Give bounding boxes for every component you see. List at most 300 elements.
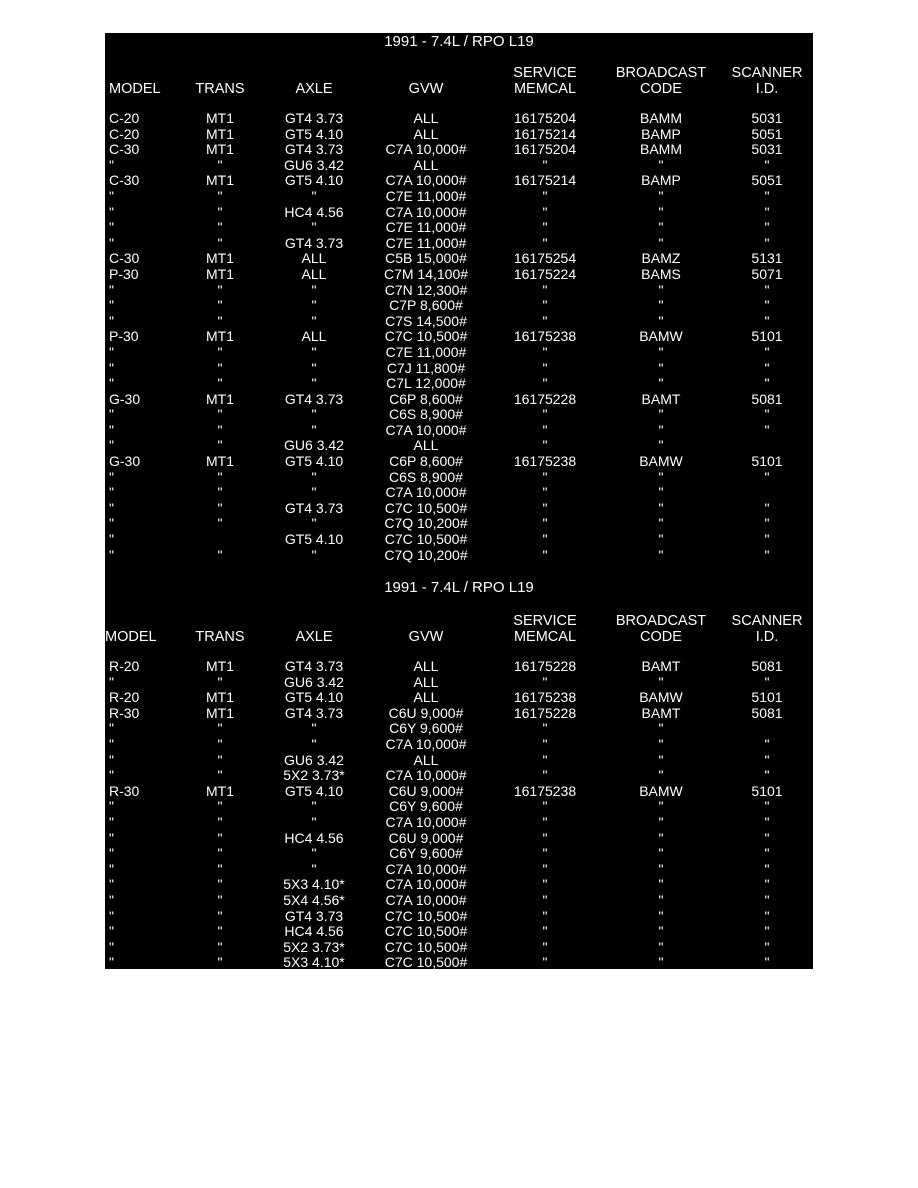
gvw-cell: C7Q 10,200# (384, 515, 468, 532)
gvw-cell: C7P 8,600# (389, 297, 463, 314)
model-cell: " (109, 359, 114, 376)
memcal-cell: " (542, 673, 548, 690)
scanner-id-cell: " (764, 468, 770, 485)
broadcast-code-cell: BAMW (639, 328, 683, 345)
gvw-cell: C7E 11,000# (385, 234, 467, 251)
model-cell: C-30 (109, 172, 140, 189)
gvw-cell: C6Y 9,600# (389, 798, 463, 815)
memcal-cell: " (542, 421, 548, 438)
model-cell: R-20 (109, 658, 140, 674)
table-row (105, 955, 813, 969)
header-axle: AXLE (295, 629, 333, 645)
table-row (105, 251, 813, 267)
axle-cell: GU6 3.42 (284, 437, 344, 454)
table-row (105, 361, 813, 377)
header-memcal: MEMCAL (513, 629, 577, 645)
table-row (105, 753, 813, 769)
scanner-id-cell: " (764, 907, 770, 924)
trans-cell: " (217, 281, 223, 298)
broadcast-code-cell: BAMW (639, 782, 683, 799)
table-row (105, 236, 813, 252)
scanner-id-cell: " (764, 891, 770, 908)
table-row (105, 205, 813, 221)
table-section-2 (105, 579, 813, 969)
broadcast-code-cell: " (658, 281, 664, 298)
broadcast-code-cell: " (658, 735, 664, 752)
table-row (105, 329, 813, 345)
header-code: CODE (640, 81, 682, 97)
scanner-id-cell: " (764, 531, 770, 548)
trans-cell: " (217, 546, 223, 563)
table-body (105, 111, 813, 563)
memcal-cell: " (542, 187, 548, 204)
axle-cell: GT4 3.73 (284, 499, 344, 516)
axle-cell: GT4 3.73 (284, 390, 344, 407)
table-row (105, 407, 813, 423)
trans-cell: MT1 (206, 453, 234, 470)
table-row (105, 706, 813, 722)
scanner-id-cell: " (764, 938, 770, 955)
trans-cell: " (217, 891, 223, 908)
broadcast-code-cell: " (658, 813, 664, 830)
model-cell: " (109, 923, 114, 940)
axle-cell: GT5 4.10 (284, 782, 344, 799)
trans-cell: " (217, 468, 223, 485)
memcal-cell: " (542, 297, 548, 314)
scanner-id-cell: 5081 (751, 390, 783, 407)
scanner-id-cell: " (764, 203, 770, 220)
model-cell: " (109, 531, 114, 548)
model-cell: " (109, 499, 114, 516)
memcal-cell: 16175238 (513, 689, 577, 706)
model-cell: C-20 (109, 125, 140, 142)
trans-cell: " (217, 735, 223, 752)
scanner-id-cell: " (764, 829, 770, 846)
trans-cell: " (217, 375, 223, 392)
memcal-cell: " (542, 156, 548, 173)
model-cell: " (109, 406, 114, 423)
model-cell: " (109, 219, 114, 236)
table-row (105, 158, 813, 174)
axle-cell: GT5 4.10 (284, 689, 344, 706)
header-broadcast: BROADCAST (615, 65, 707, 81)
axle-cell: " (311, 297, 317, 314)
trans-cell: " (217, 219, 223, 236)
header-memcal: MEMCAL (513, 81, 577, 97)
memcal-cell: " (542, 923, 548, 940)
memcal-cell: " (542, 312, 548, 329)
broadcast-code-cell: " (658, 845, 664, 862)
memcal-cell: " (542, 281, 548, 298)
axle-cell: " (311, 546, 317, 563)
table-row (105, 127, 813, 143)
axle-cell: ALL (301, 250, 327, 267)
gvw-cell: C7C 10,500# (384, 328, 468, 345)
memcal-cell: 16175228 (513, 658, 577, 674)
axle-cell: " (311, 860, 317, 877)
axle-cell: " (311, 343, 317, 360)
gvw-cell: ALL (413, 751, 439, 768)
gvw-cell: C7C 10,500# (384, 499, 468, 516)
scanner-id-cell: 5081 (751, 704, 783, 721)
table-row (105, 815, 813, 831)
trans-cell: MT1 (206, 328, 234, 345)
scanner-id-cell: " (764, 156, 770, 173)
memcal-cell: " (542, 499, 548, 516)
broadcast-code-cell: " (658, 923, 664, 940)
gvw-cell: C7A 10,000# (385, 876, 467, 893)
model-cell: " (109, 281, 114, 298)
model-cell: " (109, 798, 114, 815)
model-cell: " (109, 515, 114, 532)
broadcast-code-cell: " (658, 219, 664, 236)
scanner-id-cell: " (764, 406, 770, 423)
gvw-cell: C7E 11,000# (385, 187, 467, 204)
memcal-cell: " (542, 219, 548, 236)
table-row (105, 438, 813, 454)
table-row (105, 376, 813, 392)
scanner-id-cell: " (764, 375, 770, 392)
scanner-id-cell: " (764, 421, 770, 438)
scanner-id-cell: " (764, 343, 770, 360)
trans-cell: " (217, 343, 223, 360)
scanner-id-cell: " (764, 735, 770, 752)
model-cell: C-30 (109, 141, 140, 158)
memcal-cell: " (542, 829, 548, 846)
memcal-cell: " (542, 813, 548, 830)
scanner-id-cell: " (764, 515, 770, 532)
gvw-cell: ALL (413, 125, 439, 142)
gvw-cell: C7E 11,000# (385, 219, 467, 236)
memcal-cell: " (542, 437, 548, 454)
memcal-cell: 16175224 (513, 265, 577, 282)
table-row (105, 283, 813, 299)
header-scanner: SCANNER (731, 65, 803, 81)
trans-cell: " (217, 515, 223, 532)
model-cell: " (109, 437, 114, 454)
model-cell: " (109, 203, 114, 220)
header-broadcast: BROADCAST (615, 613, 707, 629)
axle-cell: " (311, 312, 317, 329)
trans-cell: MT1 (206, 125, 234, 142)
table-row (105, 392, 813, 408)
model-cell: " (109, 720, 114, 737)
table-row (105, 893, 813, 909)
scanner-id-cell: " (764, 219, 770, 236)
header-scanner: SCANNER (731, 613, 803, 629)
model-cell: R-30 (109, 704, 140, 721)
section-title: 1991 - 7.4L / RPO L19 (384, 579, 534, 596)
axle-cell: GT5 4.10 (284, 453, 344, 470)
memcal-cell: 16175228 (513, 704, 577, 721)
scanner-id-cell: 5101 (751, 328, 783, 345)
axle-cell: 5X2 3.73* (283, 938, 345, 955)
memcal-cell: " (542, 343, 548, 360)
gvw-cell: C6Y 9,600# (389, 845, 463, 862)
memcal-cell: " (542, 375, 548, 392)
table-row (105, 862, 813, 878)
axle-cell: HC4 4.56 (284, 203, 344, 220)
table-row (105, 532, 813, 548)
scanner-id-cell: " (764, 845, 770, 862)
trans-cell: " (217, 829, 223, 846)
broadcast-code-cell: " (658, 343, 664, 360)
gvw-cell: C7C 10,500# (384, 907, 468, 924)
table-row (105, 784, 813, 800)
broadcast-code-cell: BAMS (641, 265, 681, 282)
gvw-cell: C7J 11,800# (386, 359, 466, 376)
scanner-id-cell: " (764, 546, 770, 563)
scanner-id-cell: 5101 (751, 689, 783, 706)
scanner-id-cell: " (764, 954, 770, 969)
memcal-cell: " (542, 845, 548, 862)
header-service: SERVICE (513, 65, 577, 81)
gvw-cell: ALL (413, 658, 439, 674)
trans-cell: " (217, 954, 223, 969)
scanner-id-cell: " (764, 798, 770, 815)
gvw-cell: C7A 10,000# (385, 860, 467, 877)
broadcast-code-cell: " (658, 829, 664, 846)
broadcast-code-cell: " (658, 156, 664, 173)
axle-cell: GT4 3.73 (284, 141, 344, 158)
broadcast-code-cell: " (658, 297, 664, 314)
header-id: I.D. (755, 81, 779, 97)
axle-cell: " (311, 813, 317, 830)
gvw-cell: ALL (413, 437, 439, 454)
axle-cell: HC4 4.56 (284, 829, 344, 846)
scanner-id-cell: 5051 (751, 125, 783, 142)
model-cell: G-30 (109, 390, 141, 407)
trans-cell: " (217, 798, 223, 815)
axle-cell: ALL (301, 328, 327, 345)
axle-cell: " (311, 845, 317, 862)
trans-cell: MT1 (206, 704, 234, 721)
scanner-id-cell: 5131 (751, 250, 783, 267)
model-cell: " (109, 829, 114, 846)
trans-cell: " (217, 406, 223, 423)
column-headers (105, 611, 813, 647)
scanner-id-cell: " (764, 923, 770, 940)
gvw-cell: C7A 10,000# (385, 767, 467, 784)
broadcast-code-cell: " (658, 891, 664, 908)
table-row (105, 485, 813, 501)
table-row (105, 659, 813, 675)
scanner-id-cell: " (764, 813, 770, 830)
memcal-cell: " (542, 860, 548, 877)
scanner-id-cell: 5071 (751, 265, 783, 282)
axle-cell: GT4 3.73 (284, 658, 344, 674)
model-cell: " (109, 156, 114, 173)
model-cell: " (109, 860, 114, 877)
header-trans: TRANS (195, 81, 245, 97)
table-row (105, 690, 813, 706)
broadcast-code-cell: BAMT (641, 390, 681, 407)
axle-cell: " (311, 515, 317, 532)
gvw-cell: C6P 8,600# (389, 453, 463, 470)
gvw-cell: C7A 10,000# (385, 172, 467, 189)
trans-cell: " (217, 421, 223, 438)
memcal-cell: 16175238 (513, 328, 577, 345)
broadcast-code-cell: BAMP (641, 125, 681, 142)
scanner-id-cell: " (764, 312, 770, 329)
table-row (105, 516, 813, 532)
broadcast-code-cell: " (658, 187, 664, 204)
trans-cell: " (217, 187, 223, 204)
model-cell: " (109, 375, 114, 392)
scanner-id-cell: " (764, 499, 770, 516)
header-gvw: GVW (408, 81, 444, 97)
axle-cell: GT4 3.73 (284, 704, 344, 721)
gvw-cell: C7A 10,000# (385, 141, 467, 158)
scanner-id-cell: " (764, 234, 770, 251)
broadcast-code-cell: BAMM (640, 110, 682, 126)
broadcast-code-cell: " (658, 499, 664, 516)
scanner-id-cell: 5031 (751, 141, 783, 158)
memcal-cell: 16175204 (513, 141, 577, 158)
table-row (105, 454, 813, 470)
memcal-cell: " (542, 406, 548, 423)
axle-cell: GT5 4.10 (284, 172, 344, 189)
model-cell: P-30 (109, 328, 139, 345)
axle-cell: 5X3 4.10* (283, 876, 345, 893)
memcal-cell: 16175214 (513, 172, 577, 189)
gvw-cell: C6P 8,600# (389, 390, 463, 407)
axle-cell: " (311, 735, 317, 752)
trans-cell: " (217, 720, 223, 737)
table-row (105, 924, 813, 940)
table-row (105, 846, 813, 862)
section-title: 1991 - 7.4L / RPO L19 (384, 33, 534, 50)
memcal-cell: " (542, 907, 548, 924)
gvw-cell: C6U 9,000# (388, 782, 464, 799)
model-cell: R-30 (109, 782, 140, 799)
table-row (105, 470, 813, 486)
scanner-id-cell: 5031 (751, 110, 783, 126)
trans-cell: " (217, 673, 223, 690)
scanner-id-cell: " (764, 767, 770, 784)
model-cell: " (109, 343, 114, 360)
memcal-cell: " (542, 484, 548, 501)
trans-cell: MT1 (206, 782, 234, 799)
broadcast-code-cell: " (658, 954, 664, 969)
gvw-cell: C6U 9,000# (388, 704, 464, 721)
model-cell: P-30 (109, 265, 139, 282)
table-row (105, 267, 813, 283)
model-cell: C-20 (109, 110, 140, 126)
broadcast-code-cell: " (658, 437, 664, 454)
gvw-cell: C7C 10,500# (384, 923, 468, 940)
table-row (105, 314, 813, 330)
trans-cell: " (217, 312, 223, 329)
table-row (105, 111, 813, 127)
trans-cell: " (217, 923, 223, 940)
broadcast-code-cell: " (658, 876, 664, 893)
memcal-chart-sheet (105, 33, 813, 969)
table-row (105, 909, 813, 925)
axle-cell: GT4 3.73 (284, 234, 344, 251)
memcal-cell: " (542, 767, 548, 784)
model-cell: " (109, 845, 114, 862)
gvw-cell: C7C 10,500# (384, 938, 468, 955)
table-row (105, 189, 813, 205)
gvw-cell: C7A 10,000# (385, 735, 467, 752)
header-service: SERVICE (513, 613, 577, 629)
gvw-cell: C7A 10,000# (385, 891, 467, 908)
trans-cell: MT1 (206, 250, 234, 267)
scanner-id-cell: " (764, 751, 770, 768)
axle-cell: GT4 3.73 (284, 907, 344, 924)
model-cell: " (109, 484, 114, 501)
memcal-cell: " (542, 751, 548, 768)
memcal-cell: " (542, 531, 548, 548)
axle-cell: " (311, 281, 317, 298)
memcal-cell: " (542, 954, 548, 969)
trans-cell: " (217, 845, 223, 862)
axle-cell: " (311, 219, 317, 236)
broadcast-code-cell: " (658, 234, 664, 251)
broadcast-code-cell: " (658, 938, 664, 955)
axle-cell: " (311, 720, 317, 737)
axle-cell: " (311, 375, 317, 392)
broadcast-code-cell: " (658, 375, 664, 392)
model-cell: " (109, 891, 114, 908)
trans-cell: " (217, 499, 223, 516)
scanner-id-cell: 5081 (751, 658, 783, 674)
model-cell: " (109, 468, 114, 485)
trans-cell: MT1 (206, 658, 234, 674)
scanner-id-cell: " (764, 860, 770, 877)
axle-cell: GU6 3.42 (284, 673, 344, 690)
axle-cell: " (311, 421, 317, 438)
trans-cell: " (217, 234, 223, 251)
table-row (105, 423, 813, 439)
broadcast-code-cell: BAMT (641, 704, 681, 721)
memcal-cell: " (542, 546, 548, 563)
table-row (105, 298, 813, 314)
axle-cell: GT5 4.10 (284, 531, 344, 548)
model-cell: " (109, 954, 114, 969)
table-row (105, 501, 813, 517)
trans-cell: MT1 (206, 141, 234, 158)
scanner-id-cell: 5101 (751, 453, 783, 470)
axle-cell: 5X4 4.56* (283, 891, 345, 908)
memcal-cell: " (542, 468, 548, 485)
gvw-cell: ALL (413, 689, 439, 706)
model-cell: " (109, 234, 114, 251)
table-row (105, 737, 813, 753)
axle-cell: " (311, 798, 317, 815)
broadcast-code-cell: BAMW (639, 453, 683, 470)
column-headers (105, 63, 813, 99)
trans-cell: " (217, 297, 223, 314)
trans-cell: " (217, 359, 223, 376)
broadcast-code-cell: " (658, 359, 664, 376)
gvw-cell: C7A 10,000# (385, 813, 467, 830)
broadcast-code-cell: BAMZ (641, 250, 681, 267)
memcal-cell: 16175228 (513, 390, 577, 407)
broadcast-code-cell: " (658, 515, 664, 532)
broadcast-code-cell: " (658, 751, 664, 768)
broadcast-code-cell: " (658, 673, 664, 690)
broadcast-code-cell: " (658, 468, 664, 485)
table-row (105, 548, 813, 564)
broadcast-code-cell: " (658, 798, 664, 815)
model-cell: " (109, 767, 114, 784)
model-cell: " (109, 546, 114, 563)
memcal-cell: " (542, 359, 548, 376)
gvw-cell: C7L 12,000# (386, 375, 466, 392)
axle-cell: GU6 3.42 (284, 751, 344, 768)
